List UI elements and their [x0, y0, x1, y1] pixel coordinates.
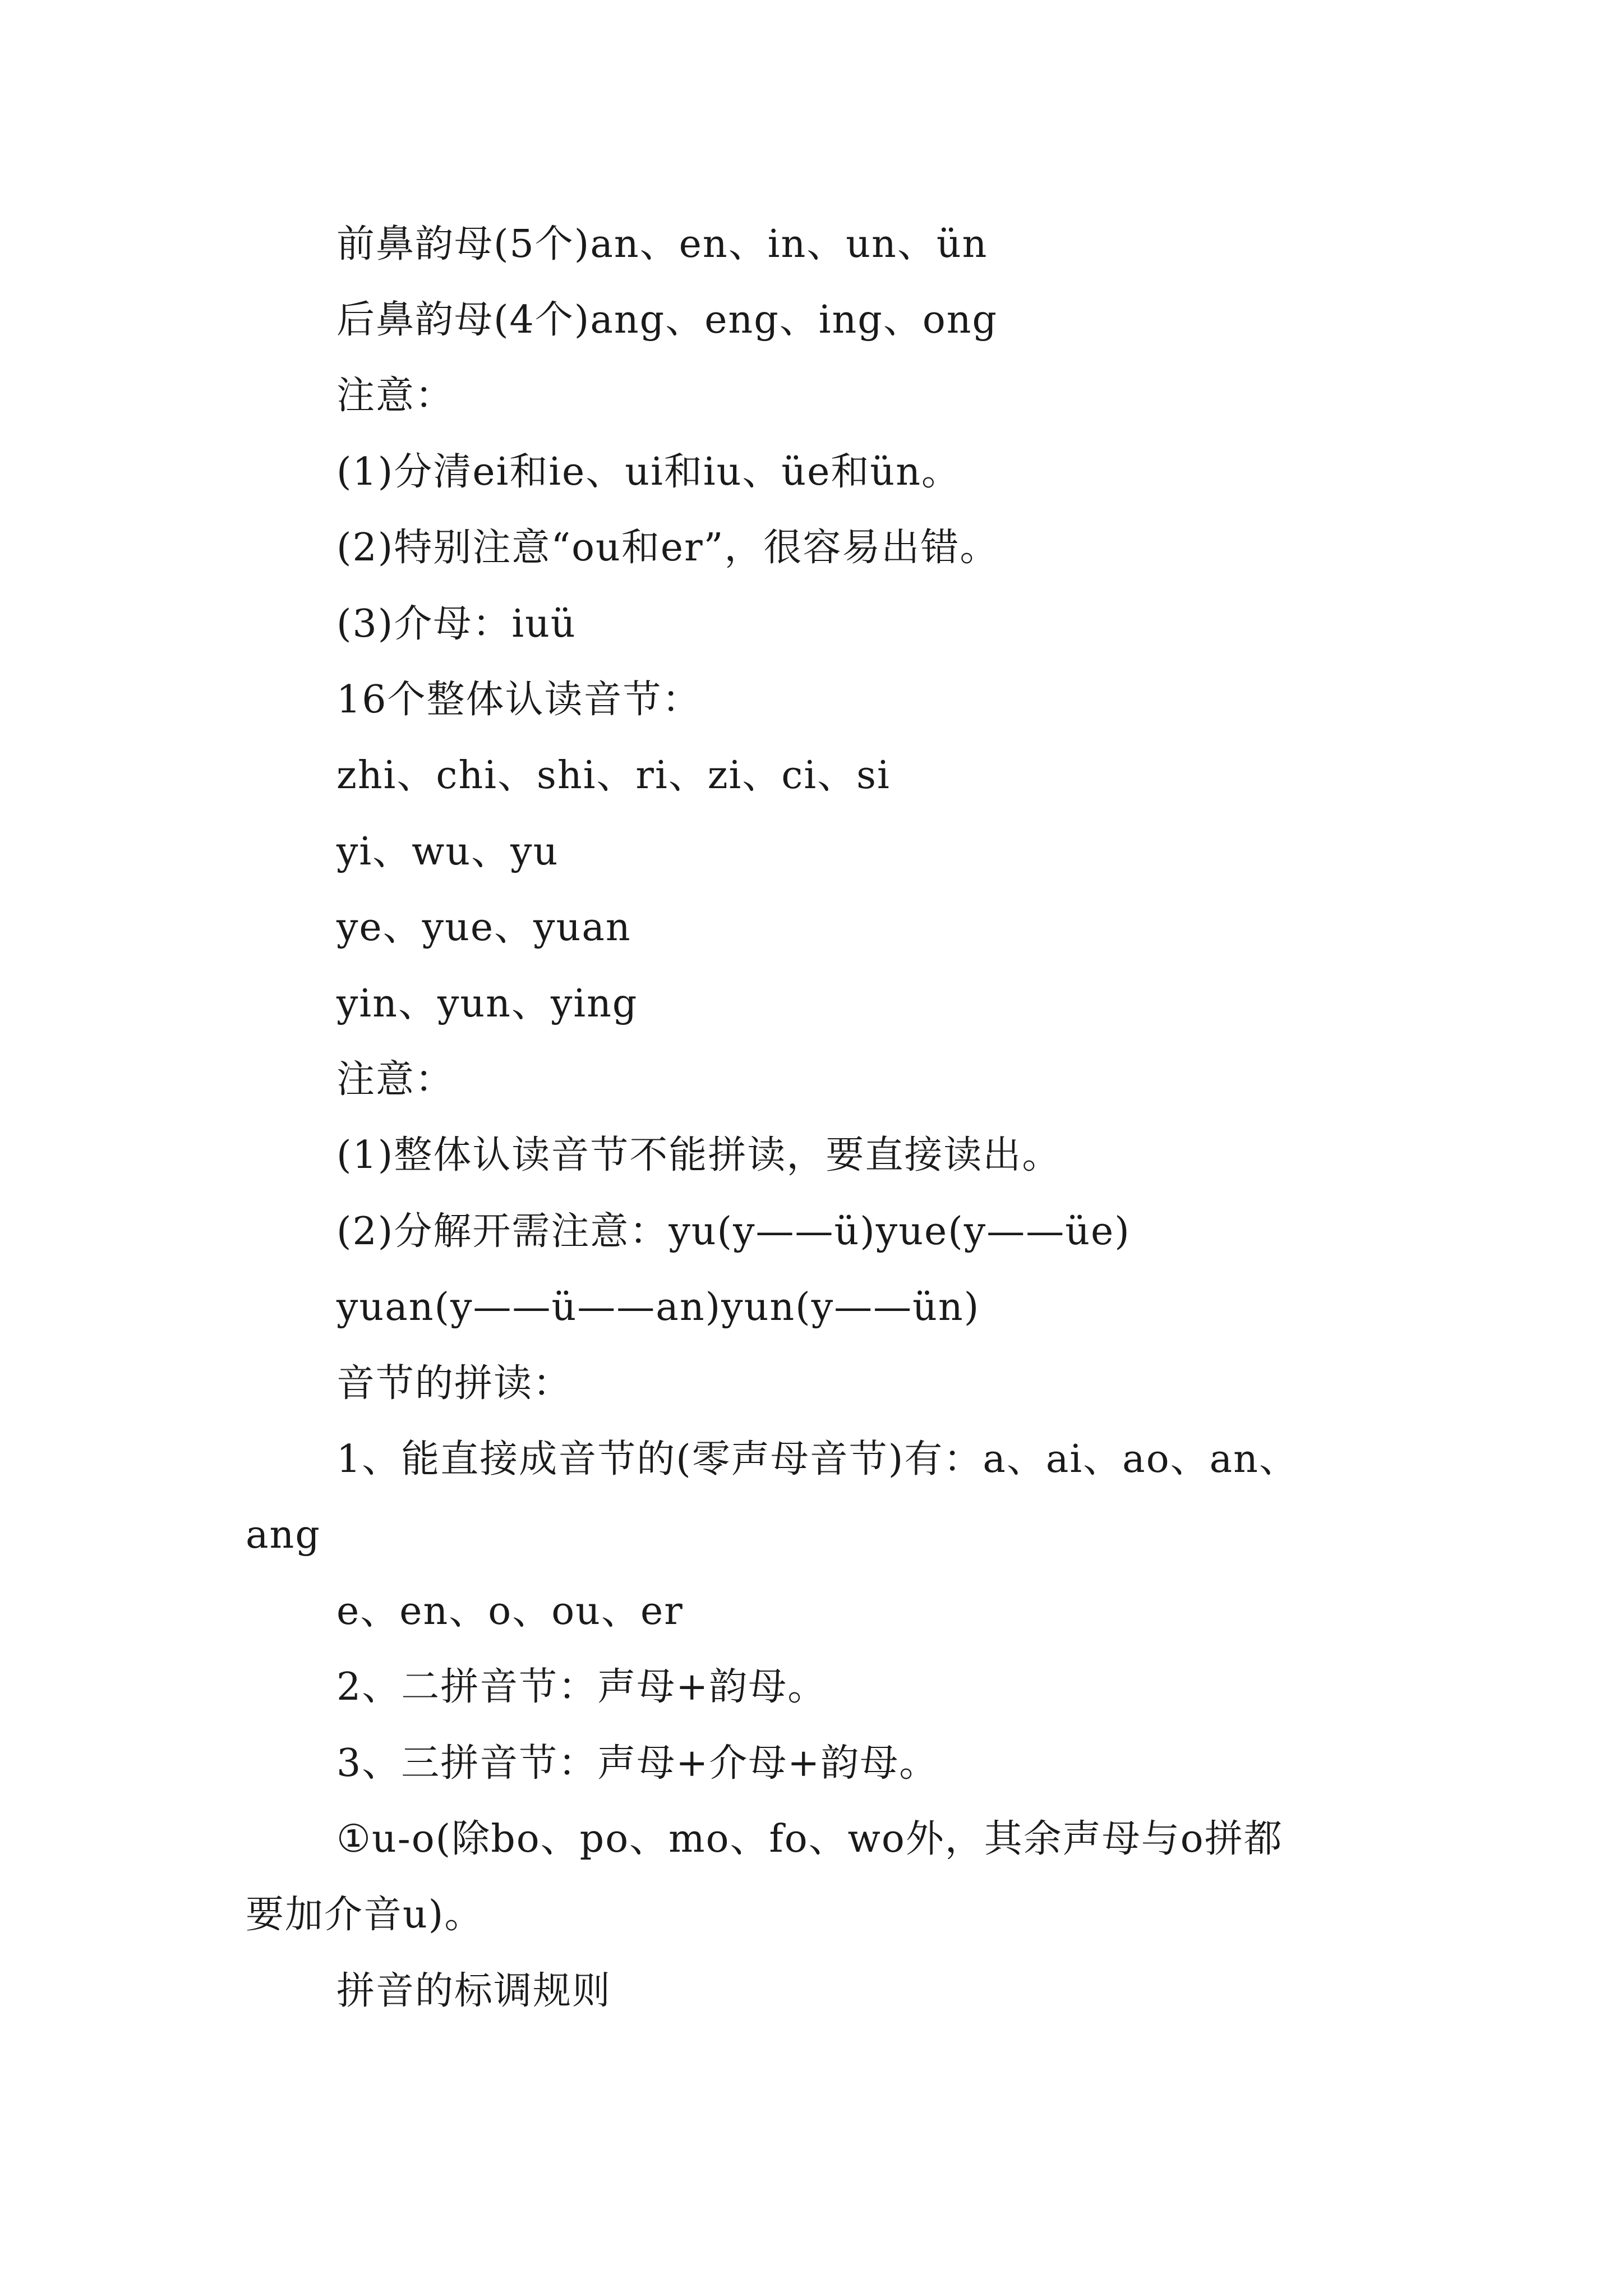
text-line-spelling-rule-3-sub-cont: 要加介音u)。 — [246, 1893, 484, 1937]
text-line-note-whole-syllable-3: yuan(y——ü——an)yun(y——ün) — [336, 1285, 980, 1329]
text-line-back-nasal-finals: 后鼻韵母(4个)ang、eng、ing、ong — [336, 298, 998, 342]
text-line-spelling-rule-3: 3、三拼音节：声母+介母+韵母。 — [336, 1741, 939, 1786]
text-line-syllables-3: ye、yue、yuan — [336, 905, 631, 950]
text-line-spelling-rule-1-extra: e、en、o、ou、er — [336, 1589, 684, 1634]
text-line-syllables-4: yin、yun、ying — [336, 982, 638, 1026]
text-line-note-1: (1)分清ei和ie、ui和iu、üe和ün。 — [336, 450, 961, 494]
text-line-spelling-rule-1: 1、能直接成音节的(零声母音节)有：a、ai、ao、an、 — [336, 1437, 1298, 1481]
text-line-tone-marking-heading: 拼音的标调规则 — [336, 1969, 612, 2013]
text-line-note-heading-2: 注意： — [336, 1057, 455, 1102]
text-line-spelling-rule-3-sub: ①u-o(除bo、po、mo、fo、wo外，其余声母与o拼都 — [336, 1817, 1283, 1861]
text-line-note-whole-syllable-2: (2)分解开需注意：yu(y——ü)yue(y——üe) — [336, 1209, 1131, 1254]
text-line-syllables-1: zhi、chi、shi、ri、zi、ci、si — [336, 753, 891, 798]
text-line-spelling-rule-2: 2、二拼音节：声母+韵母。 — [336, 1665, 827, 1709]
text-line-syllables-heading: 16个整体认读音节： — [336, 678, 702, 722]
text-line-note-whole-syllable-1: (1)整体认读音节不能拼读，要直接读出。 — [336, 1133, 1062, 1177]
text-line-note-2: (2)特别注意“ou和er”，很容易出错。 — [336, 526, 999, 570]
text-line-front-nasal-finals: 前鼻韵母(5个)an、en、in、un、ün — [336, 222, 988, 266]
text-line-note-heading: 注意： — [336, 374, 455, 418]
text-line-spelling-rule-1-cont: ang — [246, 1513, 321, 1557]
text-line-note-3: (3)介母：iuü — [336, 602, 577, 646]
text-line-syllables-2: yi、wu、yu — [336, 830, 559, 874]
text-line-spelling-heading: 音节的拼读： — [336, 1361, 573, 1406]
